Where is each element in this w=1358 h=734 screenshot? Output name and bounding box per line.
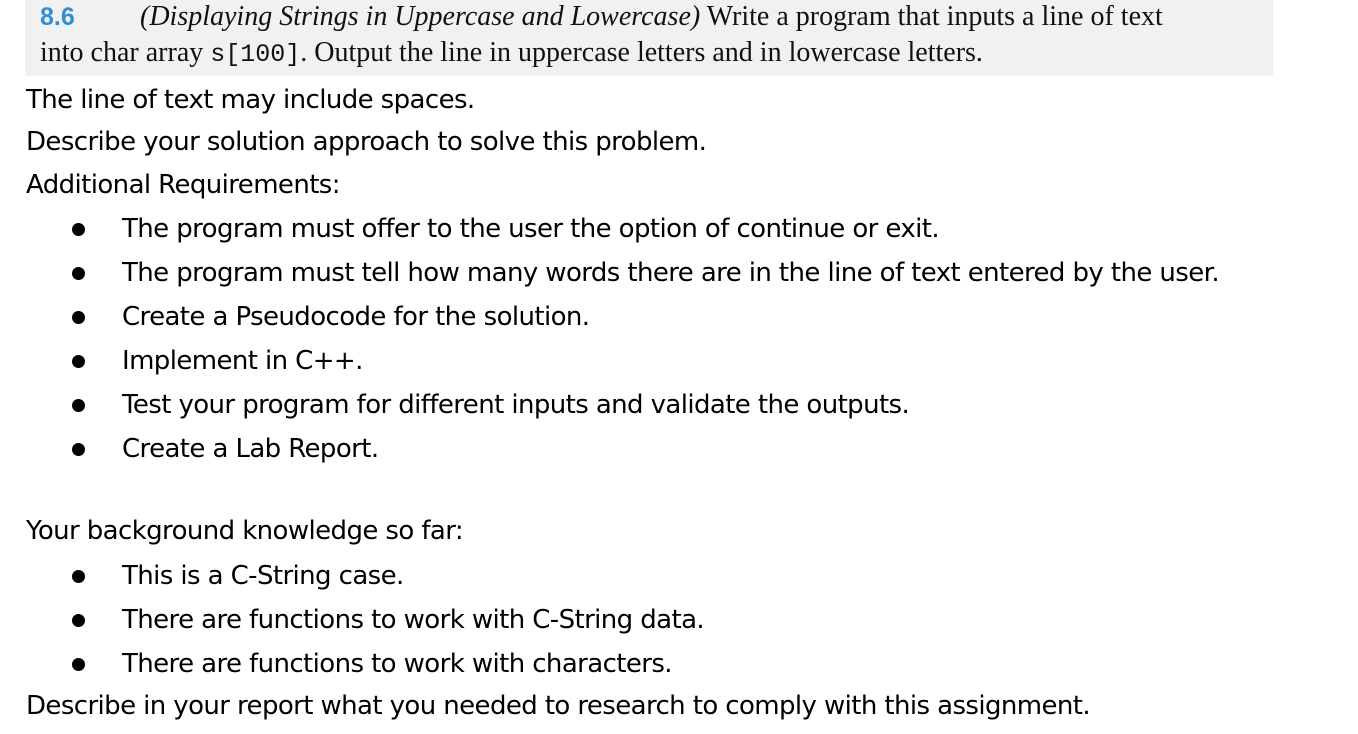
exercise-text-2: into char array: [40, 37, 211, 68]
requirement-text: Create a Lab Report.: [122, 434, 379, 464]
requirement-text: Implement in C++.: [122, 346, 363, 376]
book-excerpt-line-2: [40, 36, 983, 72]
code-snippet: s[100]: [210, 40, 301, 69]
bullet-icon: [72, 355, 85, 368]
bullet-icon: [72, 267, 85, 280]
exercise-text-1: Write a program that inputs a line of text: [700, 1, 1163, 32]
requirement-text: Test your program for different inputs and validate the outputs.: [122, 390, 910, 420]
additional-requirements-heading: Additional Requirements:: [26, 170, 340, 200]
exercise-number: 8.6: [40, 3, 75, 31]
requirement-text: Create a Pseudocode for the solution.: [122, 302, 590, 332]
exercise-text-3: . Output the line in uppercase letters and in lowercase letters.: [300, 37, 983, 68]
background-text: This is a C-String case.: [122, 561, 404, 591]
bullet-icon: [72, 658, 85, 671]
requirement-text: The program must tell how many words there are in the line of text entered by the user.: [122, 258, 1219, 288]
bullet-icon: [72, 443, 85, 456]
bullet-icon: [72, 399, 85, 412]
bullet-icon: [72, 223, 85, 236]
spaces-note: The line of text may include spaces.: [26, 85, 475, 115]
book-excerpt-line-1: [40, 0, 1163, 34]
bullet-icon: [72, 311, 85, 324]
background-knowledge-heading: Your background knowledge so far:: [26, 516, 464, 546]
exercise-title: (Displaying Strings in Uppercase and Lowercase): [140, 1, 701, 32]
requirement-text: The program must offer to the user the option of continue or exit.: [122, 214, 940, 244]
research-instruction: Describe in your report what you needed to research to comply with this assignment.: [26, 691, 1091, 721]
bullet-icon: [72, 570, 85, 583]
describe-approach: Describe your solution approach to solve this problem.: [26, 127, 707, 157]
background-text: There are functions to work with C-String data.: [122, 605, 705, 635]
bullet-icon: [72, 614, 85, 627]
background-text: There are functions to work with characters.: [122, 649, 672, 679]
